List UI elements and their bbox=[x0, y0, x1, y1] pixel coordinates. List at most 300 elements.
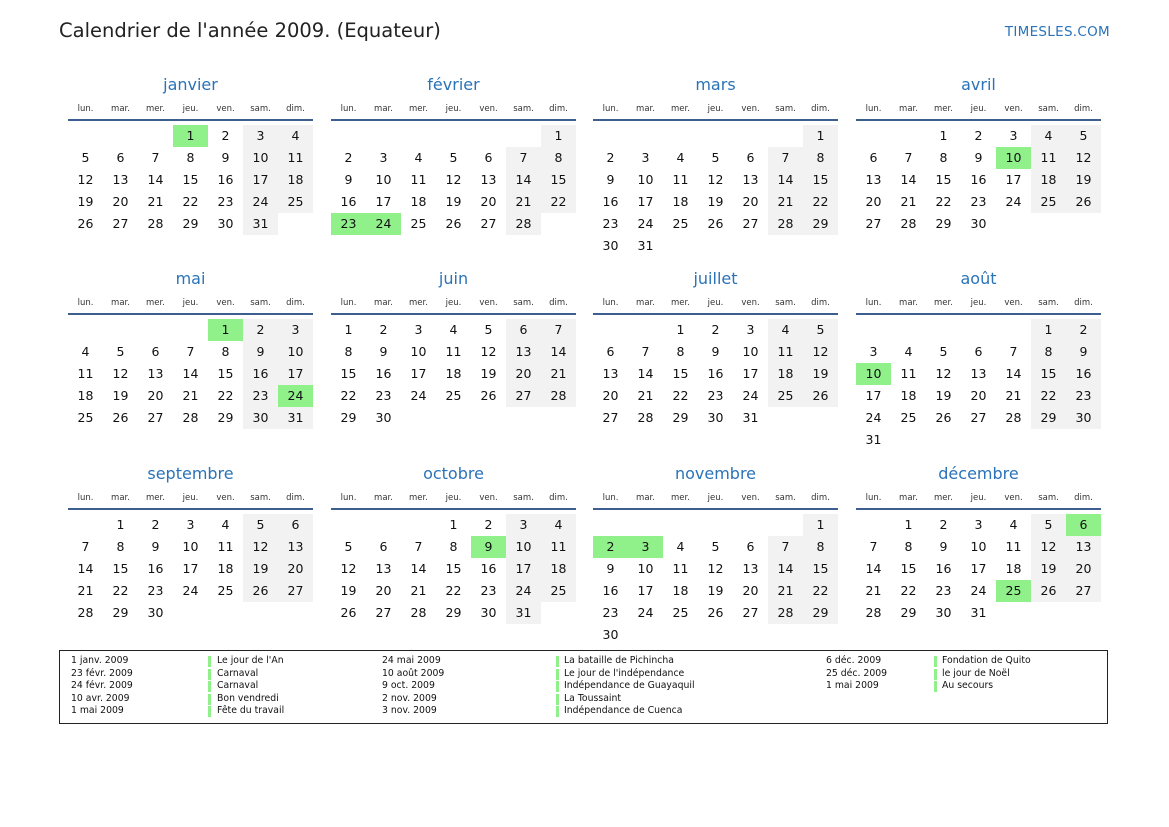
month-name: janvier bbox=[163, 75, 218, 94]
calendar-day: 11 bbox=[900, 366, 917, 381]
calendar-day: 4 bbox=[1031, 125, 1066, 147]
calendar-day: 13 bbox=[865, 172, 882, 187]
calendar-day: 9 bbox=[379, 344, 388, 359]
calendar-day: 5 bbox=[344, 539, 353, 554]
calendar-day: 6 bbox=[869, 150, 878, 165]
weekday-label: sam. bbox=[250, 104, 271, 114]
month-divider bbox=[593, 119, 838, 121]
calendar-day: 7 bbox=[541, 319, 576, 341]
page-title: Calendrier de l'année 2009. (Equateur) bbox=[59, 19, 441, 42]
weekday-label: lun. bbox=[865, 493, 882, 503]
month-name: décembre bbox=[938, 464, 1019, 483]
calendar-day: 27 bbox=[375, 605, 392, 620]
calendar-day: 30 bbox=[480, 605, 497, 620]
calendar-day: 16 bbox=[1066, 363, 1101, 385]
calendar-day: 12 bbox=[445, 172, 462, 187]
calendar-day: 4 bbox=[1009, 517, 1018, 532]
calendar-day: 29 bbox=[672, 410, 689, 425]
calendar-day: 23 bbox=[602, 216, 619, 231]
calendar-day: 27 bbox=[1066, 580, 1101, 602]
calendar-day: 20 bbox=[480, 194, 497, 209]
calendar-day: 21 bbox=[865, 583, 882, 598]
month-divider bbox=[331, 313, 576, 315]
calendar-day: 7 bbox=[768, 147, 803, 169]
weekday-label: jeu. bbox=[707, 104, 724, 114]
month-name: juillet bbox=[693, 269, 738, 288]
weekday-label: mar. bbox=[636, 298, 655, 308]
calendar-day: 3 bbox=[278, 319, 313, 341]
weekday-label: lun. bbox=[602, 493, 619, 503]
calendar-day: 29 bbox=[803, 213, 838, 235]
calendar-day: 4 bbox=[904, 344, 913, 359]
calendar-day: 15 bbox=[445, 561, 462, 576]
calendar-day: 13 bbox=[742, 561, 759, 576]
legend-holiday-name: Fête du travail bbox=[217, 705, 285, 717]
holiday-day: 25 bbox=[996, 580, 1031, 602]
calendar-day: 24 bbox=[506, 580, 541, 602]
calendar-day: 15 bbox=[672, 366, 689, 381]
calendar-day: 12 bbox=[935, 366, 952, 381]
holiday-day: 10 bbox=[996, 147, 1031, 169]
calendar-day: 19 bbox=[77, 194, 94, 209]
calendar-day: 1 bbox=[344, 322, 353, 337]
calendar-day: 7 bbox=[641, 344, 650, 359]
calendar-day: 23 bbox=[375, 388, 392, 403]
month-name: février bbox=[427, 75, 480, 94]
holiday-day: 2 bbox=[593, 536, 628, 558]
calendar-day: 30 bbox=[970, 216, 987, 231]
calendar-day: 17 bbox=[637, 583, 654, 598]
calendar-day: 31 bbox=[742, 410, 759, 425]
calendar-day: 4 bbox=[414, 150, 423, 165]
weekday-label: jeu. bbox=[182, 104, 199, 114]
calendar-day: 25 bbox=[900, 410, 917, 425]
weekday-label: dim. bbox=[811, 104, 830, 114]
calendar-day: 11 bbox=[768, 341, 803, 363]
calendar-day: 12 bbox=[480, 344, 497, 359]
calendar-day: 13 bbox=[480, 172, 497, 187]
calendar-day: 26 bbox=[445, 216, 462, 231]
calendar-day: 8 bbox=[1031, 341, 1066, 363]
calendar-day: 17 bbox=[970, 561, 987, 576]
calendar-day: 7 bbox=[904, 150, 913, 165]
calendar-day: 30 bbox=[707, 410, 724, 425]
calendar-day: 29 bbox=[445, 605, 462, 620]
calendar-day: 5 bbox=[803, 319, 838, 341]
calendar-day: 18 bbox=[1005, 561, 1022, 576]
weekday-label: lun. bbox=[602, 298, 619, 308]
calendar-day: 7 bbox=[768, 536, 803, 558]
weekday-label: ven. bbox=[216, 493, 235, 503]
calendar-day: 14 bbox=[410, 561, 427, 576]
calendar-day: 12 bbox=[803, 341, 838, 363]
weekday-label: ven. bbox=[741, 493, 760, 503]
calendar-day: 29 bbox=[340, 410, 357, 425]
weekday-label: mer. bbox=[671, 493, 690, 503]
calendar-day: 18 bbox=[278, 169, 313, 191]
calendar-day: 8 bbox=[541, 147, 576, 169]
calendar-day: 8 bbox=[186, 150, 195, 165]
calendar-day: 1 bbox=[449, 517, 458, 532]
calendar-day: 2 bbox=[379, 322, 388, 337]
calendar-day: 10 bbox=[970, 539, 987, 554]
month-divider bbox=[331, 508, 576, 510]
calendar-day: 11 bbox=[672, 172, 689, 187]
calendar-day: 24 bbox=[865, 410, 882, 425]
calendar-day: 26 bbox=[707, 216, 724, 231]
month-4 bbox=[856, 75, 1101, 265]
month-name: avril bbox=[961, 75, 996, 94]
calendar-day: 26 bbox=[1031, 580, 1066, 602]
weekday-label: jeu. bbox=[970, 298, 987, 308]
month-10 bbox=[331, 464, 576, 654]
calendar-day: 8 bbox=[803, 536, 838, 558]
calendar-day: 9 bbox=[939, 539, 948, 554]
calendar-day: 20 bbox=[742, 194, 759, 209]
calendar-day: 9 bbox=[221, 150, 230, 165]
legend-holiday-name: Carnaval bbox=[217, 667, 259, 679]
month-1 bbox=[68, 75, 313, 265]
legend-date: 1 janv. 2009 bbox=[71, 655, 129, 666]
calendar-day: 19 bbox=[1031, 558, 1066, 580]
month-divider bbox=[856, 508, 1101, 510]
weekday-label: ven. bbox=[216, 104, 235, 114]
legend-date: 10 août 2009 bbox=[382, 667, 445, 679]
calendar-day: 20 bbox=[278, 558, 313, 580]
calendar-day: 11 bbox=[217, 539, 234, 554]
calendar-day: 22 bbox=[672, 388, 689, 403]
calendar-day: 31 bbox=[243, 213, 278, 235]
month-divider bbox=[68, 119, 313, 121]
calendar-day: 28 bbox=[541, 385, 576, 407]
calendar-day: 21 bbox=[147, 194, 164, 209]
calendar-day: 24 bbox=[182, 583, 199, 598]
holiday-marker bbox=[934, 681, 937, 692]
calendar-day: 7 bbox=[186, 344, 195, 359]
calendar-day: 17 bbox=[637, 194, 654, 209]
weekday-label: mar. bbox=[111, 493, 130, 503]
calendar-day: 31 bbox=[865, 432, 882, 447]
calendar-day: 12 bbox=[707, 172, 724, 187]
calendar-day: 23 bbox=[1066, 385, 1101, 407]
holiday-marker bbox=[208, 694, 211, 705]
calendar-day: 15 bbox=[182, 172, 199, 187]
calendar-day: 5 bbox=[449, 150, 458, 165]
month-divider bbox=[68, 313, 313, 315]
calendar-day: 17 bbox=[375, 194, 392, 209]
calendar-day: 25 bbox=[217, 583, 234, 598]
weekday-label: mer. bbox=[934, 493, 953, 503]
weekday-label: lun. bbox=[340, 104, 357, 114]
calendar-day: 9 bbox=[344, 172, 353, 187]
calendar-day: 19 bbox=[707, 194, 724, 209]
calendar-day: 20 bbox=[602, 388, 619, 403]
weekday-label: jeu. bbox=[445, 493, 462, 503]
calendar-day: 11 bbox=[672, 561, 689, 576]
weekday-label: mar. bbox=[111, 298, 130, 308]
weekday-label: ven. bbox=[741, 104, 760, 114]
calendar-day: 5 bbox=[81, 150, 90, 165]
calendar-day: 28 bbox=[506, 213, 541, 235]
legend-holiday-name: le jour de Noël bbox=[942, 667, 1010, 679]
calendar-day: 15 bbox=[1031, 363, 1066, 385]
calendar-day: 2 bbox=[606, 150, 615, 165]
calendar-day: 17 bbox=[243, 169, 278, 191]
calendar-day: 10 bbox=[410, 344, 427, 359]
calendar-day: 22 bbox=[182, 194, 199, 209]
calendar-day: 22 bbox=[340, 388, 357, 403]
calendar-day: 26 bbox=[112, 410, 129, 425]
calendar-day: 20 bbox=[147, 388, 164, 403]
calendar-day: 27 bbox=[480, 216, 497, 231]
calendar-day: 25 bbox=[672, 605, 689, 620]
calendar-day: 30 bbox=[243, 407, 278, 429]
calendar-day: 26 bbox=[77, 216, 94, 231]
calendar-day: 1 bbox=[541, 125, 576, 147]
legend-holiday-name: La Toussaint bbox=[564, 692, 622, 704]
calendar-day: 26 bbox=[935, 410, 952, 425]
calendar-day: 6 bbox=[484, 150, 493, 165]
calendar-day: 4 bbox=[449, 322, 458, 337]
calendar-day: 14 bbox=[768, 558, 803, 580]
weekday-label: dim. bbox=[286, 298, 305, 308]
month-name: octobre bbox=[423, 464, 484, 483]
calendar-day: 21 bbox=[182, 388, 199, 403]
calendar-day: 6 bbox=[379, 539, 388, 554]
calendar-day: 5 bbox=[484, 322, 493, 337]
calendar-day: 22 bbox=[900, 583, 917, 598]
calendar-day: 7 bbox=[1009, 344, 1018, 359]
calendar-day: 6 bbox=[151, 344, 160, 359]
calendar-day: 29 bbox=[112, 605, 129, 620]
month-divider bbox=[593, 508, 838, 510]
calendar-day: 22 bbox=[541, 191, 576, 213]
holiday-marker bbox=[934, 656, 937, 667]
weekday-label: mer. bbox=[409, 104, 428, 114]
weekday-label: dim. bbox=[549, 104, 568, 114]
holiday-marker bbox=[556, 656, 559, 667]
calendar-day: 14 bbox=[506, 169, 541, 191]
calendar-day: 28 bbox=[410, 605, 427, 620]
calendar-day: 3 bbox=[746, 322, 755, 337]
holiday-marker bbox=[208, 656, 211, 667]
calendar-day: 6 bbox=[746, 539, 755, 554]
weekday-label: mer. bbox=[934, 298, 953, 308]
calendar-day: 28 bbox=[637, 410, 654, 425]
holiday-marker bbox=[208, 669, 211, 680]
weekday-label: mar. bbox=[899, 298, 918, 308]
calendar-day: 21 bbox=[77, 583, 94, 598]
calendar-day: 1 bbox=[1031, 319, 1066, 341]
weekday-label: mar. bbox=[374, 298, 393, 308]
calendar-day: 12 bbox=[707, 561, 724, 576]
calendar-day: 27 bbox=[112, 216, 129, 231]
calendar-day: 3 bbox=[506, 514, 541, 536]
holiday-marker bbox=[556, 681, 559, 692]
calendar-day: 20 bbox=[375, 583, 392, 598]
calendar-day: 21 bbox=[900, 194, 917, 209]
calendar-day: 15 bbox=[900, 561, 917, 576]
calendar-day: 25 bbox=[541, 580, 576, 602]
calendar-day: 17 bbox=[865, 388, 882, 403]
calendar-day: 29 bbox=[1031, 407, 1066, 429]
calendar-day: 18 bbox=[672, 583, 689, 598]
calendar-day: 13 bbox=[970, 366, 987, 381]
calendar-day: 6 bbox=[278, 514, 313, 536]
calendar-day: 3 bbox=[869, 344, 878, 359]
weekday-label: dim. bbox=[1074, 298, 1093, 308]
calendar-day: 9 bbox=[1066, 341, 1101, 363]
calendar-day: 17 bbox=[410, 366, 427, 381]
weekday-label: dim. bbox=[286, 104, 305, 114]
calendar-day: 3 bbox=[243, 125, 278, 147]
calendar-day: 23 bbox=[935, 583, 952, 598]
weekday-label: sam. bbox=[1038, 298, 1059, 308]
calendar-day: 21 bbox=[768, 580, 803, 602]
calendar-day: 22 bbox=[803, 580, 838, 602]
month-divider bbox=[856, 313, 1101, 315]
calendar-day: 27 bbox=[602, 410, 619, 425]
calendar-day: 8 bbox=[221, 344, 230, 359]
weekday-label: dim. bbox=[1074, 104, 1093, 114]
calendar-day: 10 bbox=[375, 172, 392, 187]
calendar-day: 7 bbox=[869, 539, 878, 554]
legend-date: 24 mai 2009 bbox=[382, 655, 441, 666]
weekday-label: ven. bbox=[741, 298, 760, 308]
calendar-day: 23 bbox=[480, 583, 497, 598]
calendar-day: 3 bbox=[1009, 128, 1018, 143]
weekday-label: mar. bbox=[374, 493, 393, 503]
calendar-day: 19 bbox=[445, 194, 462, 209]
legend-holiday-name: Bon vendredi bbox=[217, 692, 279, 704]
month-6 bbox=[331, 269, 576, 459]
weekday-label: mar. bbox=[374, 104, 393, 114]
calendar-day: 28 bbox=[768, 602, 803, 624]
weekday-label: jeu. bbox=[970, 104, 987, 114]
weekday-label: mar. bbox=[636, 104, 655, 114]
calendar-day: 22 bbox=[935, 194, 952, 209]
calendar-day: 31 bbox=[637, 238, 654, 253]
calendar-day: 22 bbox=[217, 388, 234, 403]
calendar-day: 31 bbox=[970, 605, 987, 620]
calendar-day: 14 bbox=[77, 561, 94, 576]
calendar-day: 21 bbox=[506, 191, 541, 213]
calendar-day: 5 bbox=[939, 344, 948, 359]
site-link[interactable]: TIMESLES.COM bbox=[1004, 24, 1110, 40]
month-divider bbox=[68, 508, 313, 510]
calendar-day: 18 bbox=[768, 363, 803, 385]
calendar-day: 3 bbox=[414, 322, 423, 337]
calendar-day: 12 bbox=[1031, 536, 1066, 558]
weekday-label: mar. bbox=[899, 104, 918, 114]
calendar-day: 11 bbox=[1005, 539, 1022, 554]
calendar-day: 20 bbox=[970, 388, 987, 403]
calendar-day: 5 bbox=[1031, 514, 1066, 536]
calendar-day: 24 bbox=[637, 605, 654, 620]
calendar-day: 2 bbox=[151, 517, 160, 532]
calendar-day: 10 bbox=[278, 341, 313, 363]
weekday-label: jeu. bbox=[182, 493, 199, 503]
legend-holiday-name: Le jour de l'An bbox=[217, 655, 284, 666]
calendar-day: 18 bbox=[77, 388, 94, 403]
legend-date: 24 févr. 2009 bbox=[71, 680, 133, 692]
calendar-day: 4 bbox=[676, 150, 685, 165]
holiday-legend bbox=[59, 650, 1108, 724]
holiday-marker bbox=[208, 681, 211, 692]
calendar-day: 18 bbox=[672, 194, 689, 209]
month-name: mai bbox=[175, 269, 206, 288]
calendar-day: 24 bbox=[410, 388, 427, 403]
calendar-day: 7 bbox=[506, 147, 541, 169]
holiday-day: 24 bbox=[278, 385, 313, 407]
calendar-day: 13 bbox=[742, 172, 759, 187]
calendar-day: 23 bbox=[707, 388, 724, 403]
calendar-day: 23 bbox=[970, 194, 987, 209]
calendar-day: 10 bbox=[637, 172, 654, 187]
weekday-label: ven. bbox=[479, 298, 498, 308]
calendar-day: 1 bbox=[676, 322, 685, 337]
weekday-label: lun. bbox=[865, 104, 882, 114]
calendar-day: 14 bbox=[1005, 366, 1022, 381]
calendar-day: 6 bbox=[506, 319, 541, 341]
calendar-day: 29 bbox=[803, 602, 838, 624]
calendar-day: 4 bbox=[676, 539, 685, 554]
calendar-day: 30 bbox=[147, 605, 164, 620]
calendar-day: 15 bbox=[340, 366, 357, 381]
weekday-label: jeu. bbox=[707, 298, 724, 308]
weekday-label: dim. bbox=[549, 298, 568, 308]
calendar-day: 24 bbox=[243, 191, 278, 213]
calendar-day: 11 bbox=[77, 366, 94, 381]
calendar-day: 4 bbox=[768, 319, 803, 341]
weekday-label: mer. bbox=[409, 298, 428, 308]
weekday-label: jeu. bbox=[707, 493, 724, 503]
weekday-label: lun. bbox=[340, 298, 357, 308]
calendar-day: 8 bbox=[344, 344, 353, 359]
month-divider bbox=[856, 119, 1101, 121]
calendar-day: 1 bbox=[904, 517, 913, 532]
calendar-day: 5 bbox=[711, 150, 720, 165]
calendar-day: 4 bbox=[81, 344, 90, 359]
legend-date: 9 oct. 2009 bbox=[382, 680, 435, 692]
calendar-day: 26 bbox=[803, 385, 838, 407]
calendar-day: 21 bbox=[768, 191, 803, 213]
calendar-day: 16 bbox=[707, 366, 724, 381]
calendar-day: 12 bbox=[112, 366, 129, 381]
calendar-day: 2 bbox=[344, 150, 353, 165]
calendar-day: 19 bbox=[803, 363, 838, 385]
calendar-day: 21 bbox=[410, 583, 427, 598]
calendar-day: 6 bbox=[746, 150, 755, 165]
month-12 bbox=[856, 464, 1101, 654]
calendar-day: 18 bbox=[217, 561, 234, 576]
weekday-label: lun. bbox=[602, 104, 619, 114]
calendar-day: 22 bbox=[803, 191, 838, 213]
calendar-day: 20 bbox=[1066, 558, 1101, 580]
calendar-day: 6 bbox=[974, 344, 983, 359]
weekday-label: jeu. bbox=[445, 104, 462, 114]
calendar-day: 13 bbox=[278, 536, 313, 558]
calendar-day: 15 bbox=[803, 558, 838, 580]
calendar-day: 16 bbox=[480, 561, 497, 576]
calendar-day: 13 bbox=[112, 172, 129, 187]
calendar-day: 31 bbox=[506, 602, 541, 624]
calendar-day: 18 bbox=[900, 388, 917, 403]
calendar-day: 30 bbox=[217, 216, 234, 231]
legend-date: 23 févr. 2009 bbox=[71, 667, 133, 679]
weekday-label: lun. bbox=[77, 493, 94, 503]
holiday-day: 23 bbox=[331, 213, 366, 235]
